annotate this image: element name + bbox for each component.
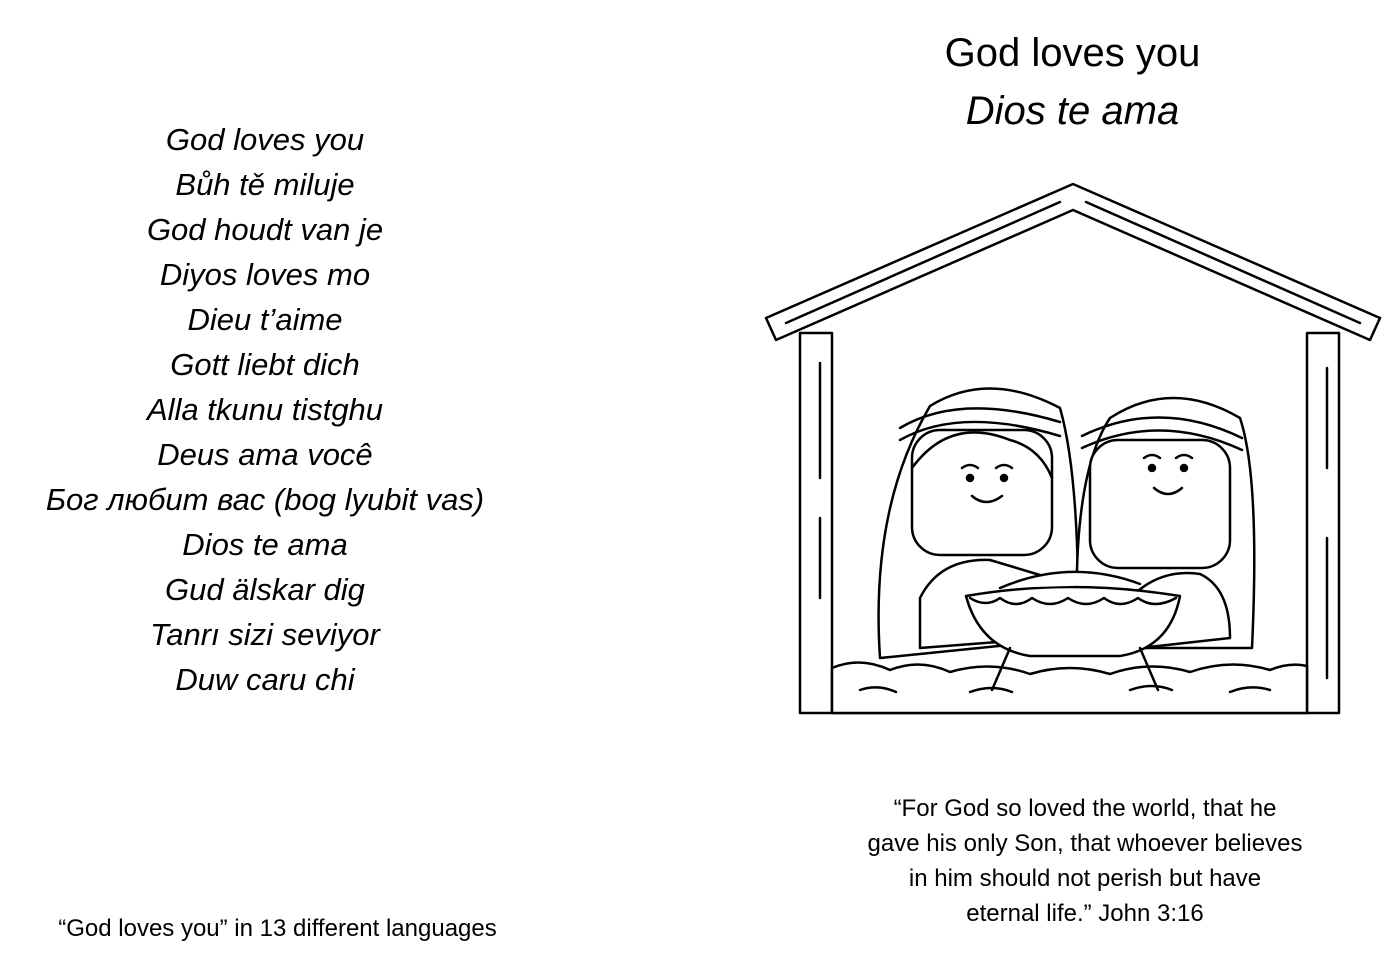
verse-line: gave his only Son, that whoever believes bbox=[867, 830, 1303, 857]
translation-line: Бог любит вас (bog lyubit vas) bbox=[45, 482, 485, 517]
bible-verse bbox=[815, 791, 1355, 931]
verse-line: eternal life.” John 3:16 bbox=[966, 900, 1204, 927]
translation-line: Dios te ama bbox=[182, 527, 348, 562]
translation-line: Diyos loves mo bbox=[159, 257, 371, 292]
translation-line: Tanrı sizi seviyor bbox=[150, 617, 380, 652]
translation-line: God loves you bbox=[165, 122, 365, 157]
verse-line: “For God so loved the world, that he bbox=[893, 795, 1277, 822]
translation-line: Bůh tě miluje bbox=[175, 167, 355, 202]
translation-line: Dieu t’aime bbox=[187, 302, 343, 337]
translation-line: Gott liebt dich bbox=[170, 347, 360, 382]
translation-line: God houdt van je bbox=[146, 212, 384, 247]
translations-list bbox=[0, 117, 530, 702]
translation-line: Deus ama você bbox=[157, 437, 373, 472]
translation-line: Duw caru chi bbox=[175, 662, 355, 697]
verse-line: in him should not perish but have bbox=[908, 865, 1262, 892]
translation-line: Alla tkunu tistghu bbox=[146, 392, 384, 427]
nativity-scene-icon bbox=[760, 178, 1385, 730]
languages-caption: “God loves you” in 13 different languages bbox=[58, 915, 497, 942]
page-title: God loves you bbox=[944, 31, 1201, 75]
translation-line: Gud älskar dig bbox=[165, 572, 365, 607]
page-subtitle: Dios te ama bbox=[965, 89, 1180, 133]
